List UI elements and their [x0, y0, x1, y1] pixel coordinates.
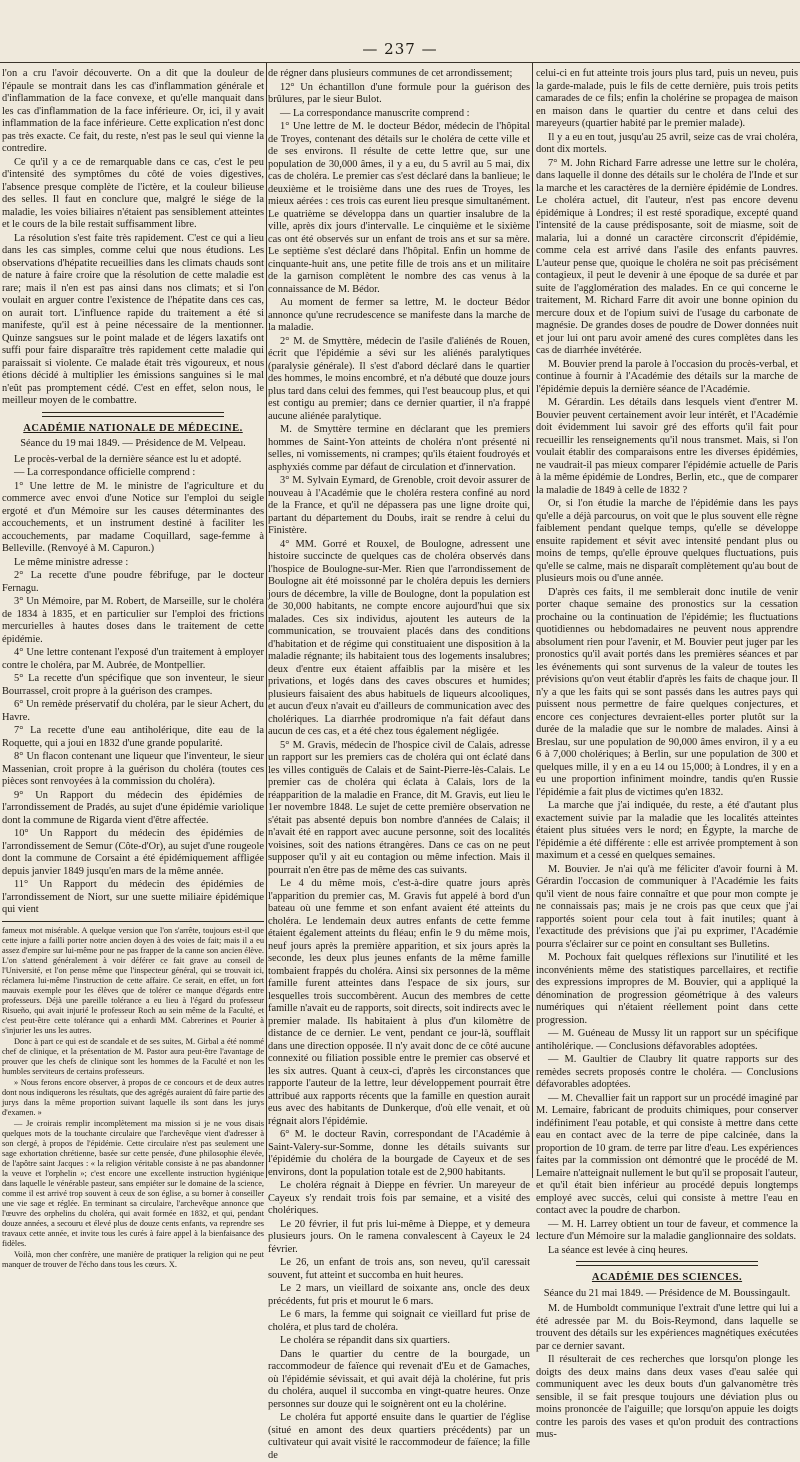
- paragraph: M. de Smyttère termine en déclarant que les premiers hommes de Saint-Yon atteints de choléra n'ont présenté ni selles, ni vomissements, ni crampes; qu'ils étaient foudroyés et asphyxiés comme par défaut de circulation et d'innervation.: [268, 424, 530, 473]
- paragraph: D'après ces faits, il me semblerait donc inutile de venir porter chaque semaine des pronostics sur la cessation prochaine ou la continuation de l'épidémie; les fluctuations quotidiennes ou hebdomadaires ne peuvent nous apprendre absolument rien pour l'avenir, et M. Bouvier peut juger par les pronostics qu'il avait portés dans les premières séances et par les événements qui sont survenus de la valeur de toutes les prévisions qu'on veut établir d'après les faits de chaque jour. Il n'y a que les faits qui se sont passés dans les autres pays qui puissent nous permettre de faire quelques conjectures, et encore ces conjectures devraient-elles porter plutôt sur la durée de la maladie que sur le nombre de malades. Ainsi à Breslau, sur une population de 90,000 âmes environ, il y a eu 6 à 7,000 cholériques; à Berlin, sur une population de 300 et quelques mille, il y en a eu 14 ou 15,000; à Londres, il y en a eu une proportion infiniment moindre, tandis qu'en Russie l'épidémie a fait plus de victimes qu'en 1832.: [536, 586, 798, 798]
- paragraph: 2° M. de Smyttère, médecin de l'asile d'aliénés de Rouen, écrit que l'épidémie a sévi sur les aliénés paralytiques (paralysie générale). Il s'est d'abord déclaré dans le quartier des hommes, le moins encombré, et n'a débuté que douze jours plus tard dans celui des femmes, qui l'est beaucoup plus, et qui est contigu au premier; dans ce dernier quartier, il n'a frappé aucune aliénée paralytique.: [268, 335, 530, 422]
- paragraph: 6° M. le docteur Ravin, correspondant de l'Académie à Saint-Valery-sur-Somme, donne les détails suivants sur l'épidémie du choléra de la bourgade de Cayeux et de ses environs, dont la population totale est de 2,900 habitants.: [268, 1129, 530, 1178]
- header-rule: [0, 62, 800, 63]
- paragraph: M. Gérardin. Les détails dans lesquels vient d'entrer M. Bouvier peuvent certainement avoir leur intérêt, et l'Académie doit évidemment lui savoir gré des efforts qu'il fait pour recueillir les renseignements qu'il nous transmet. Mais, si l'on voulait établir des comparaisons entre les diverses épidémies, ne vaudrait-il pas mieux comparer l'épidémie actuelle de Paris à la même épidémie de Londres, Berlin, etc., que de comparer la maladie de 1849 à celle de 1832 ?: [536, 397, 798, 496]
- paragraph: — La correspondance manuscrite comprend :: [280, 107, 470, 119]
- paragraph: Dans le quartier du centre de la bourgade, un raccommodeur de faïence qui revenait d'Eu et de Gamaches, où l'épidémie sévissait, et qui avait déjà la cholérine, fut pris du choléra, auquel il succomba en vingt-quatre heures. Onze personnes sur douze qui le soignèrent ont eu la cholérine.: [268, 1348, 530, 1410]
- paragraph: La séance est levée à cinq heures.: [548, 1244, 688, 1256]
- column-3: [536, 68, 798, 1440]
- list-item: 10° Un Rapport du médecin des épidémies de l'arrondissement de Semur (Côte-d'Or), au sujet d'une rougeole dont la commune de Corsaint a été épidémiquement affligée depuis janvier 1849 jusqu'en mars de la même année.: [2, 828, 264, 877]
- paragraph: La résolution s'est faite très rapidement. C'est ce qui a lieu dans les cas simples, comme celui que nous étudions. Les observations d'hépatite recueillies dans les climats chauds sont de nature à faire croire que la résolution de cette maladie est rare; mais il n'en est pas ainsi dans nos climats; et si l'on voulait en arguer contre l'existence de l'hépatite dans ces cas, on aurait tort. L'influence rapide du traitement a été si manifeste, qu'il est à peine nécessaire de la mentionner. Quinze sangsues sur le point malade et de légers laxatifs ont suffi pour faire disparaître très rapidement cette maladie qui paraissait si violente. Ce malade était très vigoureux, et nous étions décidé à multiplier les émissions sanguines si le mal n'eût pas promptement cédé. C'est en effet, selon nous, le meilleur moyen de le combattre.: [2, 232, 264, 406]
- paragraph: M. Pochoux fait quelques réflexions sur l'inutilité et les inconvénients même des statistiques parcellaires, et rectifie des expressions impropres de M. Bouvier, qui a appliqué la dénomination de progression géométrique à des valeurs numériques qui n'étaient réellement point dans cette progression.: [536, 952, 798, 1026]
- session-line: Séance du 19 mai 1849. — Présidence de M. Velpeau.: [20, 438, 246, 449]
- paragraph: — M. H. Larrey obtient un tour de faveur, et commence la lecture d'un Mémoire sur la maladie ganglionnaire des soldats.: [536, 1218, 798, 1242]
- paragraph: Il résulterait de ces recherches que lorsqu'on plonge les doigts des deux mains dans deux vases d'eau salée qui communiquent avec les deux bouts d'un galvanomètre très sensible, il se fait presque toujours une déviation plus ou moins prononcée de l'aiguille; que lorsqu'on appuie les doigts contre les parois des vases et qu'on produit des contractions mus-: [536, 1354, 798, 1440]
- footnote-paragraph: Donc à part ce qui est de scandale et de ses suites, M. Girbal a été nommé chef de clinique, et la présentation de M. Pastor aura peut-être l'avantage de prouver que les chefs de clinique sont les hommes de la Faculté et non les humbles serviteurs de certains professeurs.: [2, 1036, 264, 1076]
- paragraph: celui-ci en fut atteinte trois jours plus tard, puis un neveu, puis la garde-malade, puis le fils de cette dernière, puis trois petits camarades de ce fils; enfin la cholérine se propagea de maison en maison dans le quartier du centre et dans celui des mareyeurs (quartier habité par le premier malade).: [536, 68, 798, 129]
- section-divider: [576, 1261, 758, 1266]
- paragraph: — M. Gaultier de Claubry lit quatre rapports sur des remèdes secrets proposés contre le choléra. — Conclusions défavorables adoptées.: [536, 1054, 798, 1090]
- paragraph: — La correspondance officielle comprend :: [14, 467, 196, 478]
- paragraph: Le procès-verbal de la dernière séance est lu et adopté.: [14, 453, 242, 465]
- footnote-paragraph: fameux mot misérable. A quelque version que l'on s'arrête, toujours est-il que cette injure a failli porter notre ancien doyen à des voies de fait; mais il a eu assez d'empire sur lui-même pour ne pas frapper de la canne son ancien élève. L'on s'attend généralement à voir déférer ce fait grave au conseil de l'Université, et l'on pense même que l'inspecteur général, qui se trouvait ici, réclamera lui-même l'instruction de cette affaire. Ce serait, en effet, un fort mauvais exemple pour les élèves que de tolérer ce manque d'égards entre professeurs. Déjà une pareille tolérance a eu lieu à l'égard du professeur Risueño, qui avait injurié le professeur Roch au sein même de la Faculté, et c'est peut-être cette tolérance qui a enhardi MM. Cabrerines et Pourier à s'injurier les uns les autres.: [2, 925, 264, 1035]
- paragraph: La marche que j'ai indiquée, du reste, a été d'autant plus exactement suivie par la maladie que les localités atteintes étaient plus situées vers le nord; en Égypte, la marche de l'épidémie a été différente : elle est arrivée promptement à son maximum et a cessé en quelques semaines.: [536, 800, 798, 861]
- paragraph: l'on a cru l'avoir découverte. On a dit que la douleur de l'épaule se montrait dans les cas d'inflammation générale et d'inflammation de la face convexe, et qu'elle manquait dans les cas d'inflammation de la face inférieure. Or, ici, il y avait inflammation de la face inférieure. Cette explication n'est donc pas très exacte. Ce fait, du reste, n'est pas le seul qui vienne la contredire.: [2, 68, 264, 154]
- footnote-paragraph: » Nous ferons encore observer, à propos de ce concours et de deux autres dont nous indiquerons les résultats, que des agrégés auraient dû faire partie des jurys dans la même proportion suivant laquelle ils sont dans les jurys d'examen. »: [2, 1077, 264, 1117]
- section-heading: ACADÉMIE DES SCIENCES.: [591, 1272, 743, 1283]
- list-item: Le même ministre adresse :: [14, 556, 129, 568]
- paragraph: Ce qu'il y a ce de remarquable dans ce cas, c'est le peu d'intensité des symptômes du côté de voies digestives, l'absence presque complète de l'ictère, et la couleur bilieuse des selles. Il faut en conclure que, malgré le siége de la maladie, les voies biliaires n'étaient pas sensiblement atteintes et le cours de la bile restait suffisamment libre.: [2, 156, 264, 230]
- column-1: [2, 68, 264, 1269]
- column-2: [268, 68, 530, 1461]
- list-item: 1° Une lettre de M. le ministre de l'agriculture et du commerce avec envoi d'une Notice sur l'emploi du seigle ergoté et d'un Mémoire sur les causes déterminantes des accouchements, et un instrument destiné à faciliter les accouchements, par madame Coquillard, sage-femme à Belleville. (Renvoyé à M. Capuron.): [2, 480, 264, 554]
- paragraph: 3° M. Sylvain Eymard, de Grenoble, croit devoir assurer de nouveau à l'Académie que le choléra restera confiné au nord de la France, et qu'il ne dépassera pas une ligne droite qui, partant du département du Doubs, irait se rendre à celui du Finistère.: [268, 475, 530, 536]
- paragraph: Le 4 du même mois, c'est-à-dire quatre jours après l'apparition du premier cas, M. Gravis fut appelé à bord d'un bateau où une femme et son enfant avaient été atteints du choléra. Le lendemain deux autres enfants de cette femme étaient également atteints du fléau; enfin le 9 du même mois, neuf jours après la première apparition, et six jours après la seconde, les deux plus jeunes enfants de la même famille tombaient frappés du choléra. Ainsi six personnes de la même famille furent atteintes dans l'espace de six jours, sur lesquelles trois succombèrent. Aucun des membres de cette famille n'avait eu de rapports, soit directs, soit indirects avec le premier malade. Ils habitaient à plus d'un kilomètre de distance de ce dernier. Le vent, pendant ce jour-là, soufflait dans une direction opposée. Il n'y avait donc de ce côté aucune connexité ou filiation possible entre le premier cas observé et les six autres. Quant à ceux-ci, d'après les circonstances que rapporte l'auteur de la lettre, leur développement pourrait être attribué aux rapports récents que la famille en question aurait eus avec des habitants de Dunkerque, d'où elle venait, et où régnait alors l'épidémie.: [268, 878, 530, 1127]
- list-item: 9° Un Rapport du médecin des épidémies de l'arrondissement de Pradés, au sujet d'une épidémie variolique dont la commune de Rigarda vient d'être affectée.: [2, 789, 264, 826]
- footnote-paragraph: — Je croirais remplir incomplètement ma mission si je ne vous disais quelques mots de la touchante circulaire que l'archevêque vient d'adresser à son clergé, à propos de l'épidémie. Cette circulaire n'est pas seulement une sage exhortation chrétienne, basée sur cette pensée, d'une philosophie élevée, de l'apôtre saint Jacques : « la religion véritable consiste à ne pas abandonner la veuve et l'orphelin »; c'est encore une excellente instruction hygiénique dans laquelle le vénérable pasteur, sans empiéter sur le domaine de la science, comme il est arrivé trop souvent à ceux de son église, a su borner à conseiller une vie sage et réglée. En terminant sa circulaire, l'archevêque annonce que l'œuvre des orphelins du choléra, qui avait formée en 1832, et qui, pendant douze années, a secouru et élevé plus de douze cents enfants, va reprendre ses travaux cette année, et invite tous les curés à faire appel à la bienfaisance des fidèles.: [2, 1118, 264, 1248]
- paragraph: — M. Chevallier fait un rapport sur un procédé imaginé par M. Lemaire, fabricant de produits chimiques, pour conserver indéfiniment l'eau potable, et qui consiste à mettre dans cette eau en contact avec de la terre de pipe calcinée, dans la proportion de 10 gram. de terre par litre d'eau. Les expériences faites par la commission ont démontré que le procédé de M. Lemaire n'atteignait nullement le but qu'il se proposait l'auteur, et qu'il était bien inférieur au procédé depuis longtemps employé avec succès, celui qui consiste à mettre l'eau en contact avec la poudre de charbon.: [536, 1092, 798, 1216]
- paragraph: M. Bouvier prend la parole à l'occasion du procès-verbal, et continue à fournir à l'Académie des détails sur la marche de l'épidémie depuis la dernière séance de l'Académie.: [536, 358, 798, 395]
- footnote-paragraph: Voilà, mon cher confrère, une manière de pratiquer la religion qui ne peut manquer de trouver de l'écho dans tous les cœurs. X.: [2, 1249, 264, 1269]
- paragraph: Le 2 mars, un vieillard de soixante ans, oncle des deux précédents, fut pris et mourut le 6 mars.: [268, 1283, 530, 1307]
- column-divider: [266, 62, 267, 1178]
- list-item: 7° La recette d'une eau antiholérique, dite eau de la Roquette, qui a joui en 1832 d'une grande popularité.: [2, 725, 264, 749]
- list-item: 6° Un remède préservatif du choléra, par le sieur Achert, du Havre.: [2, 699, 264, 723]
- paragraph: 7° M. John Richard Farre adresse une lettre sur le choléra, dans laquelle il donne des détails sur le choléra de l'Inde et sur la marche et les caractères de la dernière épidémie de Londres. Le choléra actuel, dit l'auteur, n'est pas encore devenu épidémique à Londres; il est resté sporadique, excepté quand l'intensité de la cause prédisposante, soit de miasme, soit de malaria, lui a donné un caractère circonscrit d'épidémie, comme cela est arrivé dans l'asile des enfants pauvres. L'auteur pense que, quoique le choléra ne soit pas précisément contagieux, il peut le devenir à une époque de sa durée et par suite de l'agglomération des malades. En ce qui concerne le traitement, M. Richard Farre dit avoir une bonne opinion du mercure doux et de l'opium suivi de l'usage du carbonate de magnésie. De grandes doses de poudre de Dower données nuit et jour lui ont paru avoir amené des cures complètes dans les cas de diarrhée invétérée.: [536, 157, 798, 356]
- paragraph: M. de Humboldt communique l'extrait d'une lettre qui lui a été adressée par M. du Bois-Reymond, dans laquelle se trouvent des détails sur les expériences magnétiques exécutées par ce dernier savant.: [536, 1303, 798, 1352]
- paragraph: 5° M. Gravis, médecin de l'hospice civil de Calais, adresse un rapport sur les premiers cas de choléra qui ont éclaté dans les villes contiguës de Calais et de Saint-Pierre-lès-Calais. Le premier cas de choléra qui éclata à Calais, lors de la réapparition de la maladie en France, dit M. Gravis, eut lieu le 1er novembre 1848. Le sujet de cette première observation ne s'était pas absenté depuis bon nombre d'années de Calais; il n'avait été en rapport avec aucune personne, soit des localités voisines, soit des nations étrangères. Dans ce cas on ne peut supposer qu'il y ait eu contagion ou même infection. Mais il pourrait n'en être pas de même des cas suivants.: [268, 739, 530, 876]
- session-line: Séance du 21 mai 1849. — Présidence de M. Boussingault.: [543, 1287, 791, 1299]
- list-item: 8° Un flacon contenant une liqueur que l'inventeur, le sieur Massenian, croit propre à la guérison du choléra (toutes ces pièces sont renvoyées à la commission du choléra).: [2, 751, 264, 787]
- column-divider: [532, 62, 533, 1178]
- paragraph: Le 26, un enfant de trois ans, son neveu, qu'il caressait souvent, fut atteint et succomba en huit heures.: [268, 1257, 530, 1281]
- paragraph: Le choléra se répandit dans six quartiers.: [280, 1335, 450, 1346]
- paragraph: Le 6 mars, la femme qui soignait ce vieillard fut prise de choléra, et plus tard de choléra.: [268, 1309, 530, 1333]
- paragraph: de régner dans plusieurs communes de cet arrondissement;: [268, 68, 513, 79]
- paragraph: M. Bouvier. Je n'ai qu'à me féliciter d'avoir fourni à M. Gérardin l'occasion de communiquer à l'Académie les faits qu'il vient de nous faire connaître et que pour mon compte je ne connaissais pas; mais je ne crois pas que ceux que j'ai rapportés soient pour cela tout à fait inutiles; quant à l'exactitude des prévisions que j'ai pu exprimer, l'Académie pourra s'éclairer sur ce point en consultant ses Bulletins.: [536, 863, 798, 950]
- paragraph: Il y a eu en tout, jusqu'au 25 avril, seize cas de vrai choléra, dont dix mortels.: [536, 131, 798, 155]
- paragraph: — M. Guéneau de Mussy lit un rapport sur un spécifique antiholérique. — Conclusions défavorables adoptées.: [536, 1028, 798, 1052]
- paragraph: 4° MM. Gorré et Rouxel, de Boulogne, adressent une histoire succincte de quelques cas de choléra observés dans l'hospice de Boulogne-sur-Mer. Rien que l'arrondissement de Boulogne ait été moissonné par le choléra depuis les derniers jours de décembre, la ville de Boulogne, dont la population est de 30,000 habitants, ne compte encore aujourd'hui que six malades. Ces six individus, ajoutent les auteurs de la communication, se trouvaient placés dans des conditions d'habitation et de régime qui constituaient une disposition à la maladie régnante; ils habitaient tous des logements insalubres; deux d'entre eux étaient affaiblis par la misère et les privations, et logés dans des caves obscures et humides; plusieurs faisaient des abus habituels de liqueurs alcooliques, et aucun d'eux n'avait eu d'ailleurs de communication avec des cholériques. La diarrhée prodromique n'a fait défaut dans aucun de ces cas, et a été chez tous également négligée.: [268, 538, 530, 737]
- paragraph: 1° Une lettre de M. le docteur Bédor, médecin de l'hôpital de Troyes, contenant des détails sur le choléra de cette ville et de ses environs. Il résulte de cette lettre que, sur une population de 30,000 âmes, il y a eu, du 5 avril au 5 mai, dix cas de choléra. Le premier cas s'est déclaré dans la banlieue; le deuxième et le troisième dans une des rues de Troyes, les mieux aérées : ces trois cas eurent lieu presque simultanément. Le quatrième se développa dans un quartier insalubre de la ville, après dix jours d'intervalle. Le cinquième et le sixième cas ont été observés sur un enfant de trois ans et sur sa mère. Le septième s'est déclaré dans l'hôpital. Enfin un homme de cinquante-huit ans, une petite fille de trois ans et un militaire de la garnison complètent le nombre des cas venus à la connaissance de M. Bédor.: [268, 121, 530, 295]
- list-item: 2° La recette d'une poudre fébrifuge, par le docteur Fernagu.: [2, 570, 264, 594]
- paragraph: 12° Un échantillon d'une formule pour la guérison des brûlures, par le sieur Bulot.: [268, 81, 530, 105]
- section-heading: ACADÉMIE NATIONALE DE MÉDECINE.: [23, 422, 243, 434]
- list-item: 3° Un Mémoire, par M. Robert, de Marseille, sur le choléra de 1834 à 1835, et en particulier sur l'emploi des frictions mercurielles à hautes doses dans le traitement de cette épidémie.: [2, 596, 264, 645]
- paragraph: Le choléra régnait à Dieppe en février. Un mareyeur de Cayeux s'y rendait trois fois par semaine, et a visité des cholériques.: [268, 1180, 530, 1216]
- list-item: 11° Un Rapport du médecin des épidémies de l'arrondissement de Niort, sur une suette miliaire épidémique qui vient: [2, 879, 264, 915]
- paragraph: Le choléra fut apporté ensuite dans le quartier de l'église (situé en amont des deux quartiers précédents) par un cultivateur qui avait visité le raccommodeur de faïence; la fille de: [268, 1412, 530, 1461]
- paragraph: Au moment de fermer sa lettre, M. le docteur Bédor annonce qu'une recrudescence se manifeste dans la marche de la maladie.: [268, 297, 530, 333]
- paragraph: Le 20 février, il fut pris lui-même à Dieppe, et y demeura plusieurs jours. On le ramena convalescent à Cayeux le 24 février.: [268, 1218, 530, 1255]
- section-divider: [42, 412, 224, 417]
- footnote-divider: [2, 921, 264, 922]
- list-item: 4° Une lettre contenant l'exposé d'un traitement à employer contre le choléra, par M. Aubrée, de Montpellier.: [2, 647, 264, 671]
- page-number: — 237 —: [362, 40, 438, 58]
- paragraph: Or, si l'on étudie la marche de l'épidémie dans les pays qu'elle a déjà parcourus, on voit que le plus souvent elle règne faiblement pendant quelque temps, qu'elle se développe ensuite rapidement et sévit avec intensité pendant plus ou moins de temps, qu'elle éprouve quelques fluctuations, puis qu'elle se calme, mais ne disparaît complètement qu'au bout de plusieurs mois ou d'une année.: [536, 498, 798, 584]
- list-item: 5° La recette d'un spécifique que son inventeur, le sieur Bourrassel, croit propre à la guérison des crampes.: [2, 673, 264, 697]
